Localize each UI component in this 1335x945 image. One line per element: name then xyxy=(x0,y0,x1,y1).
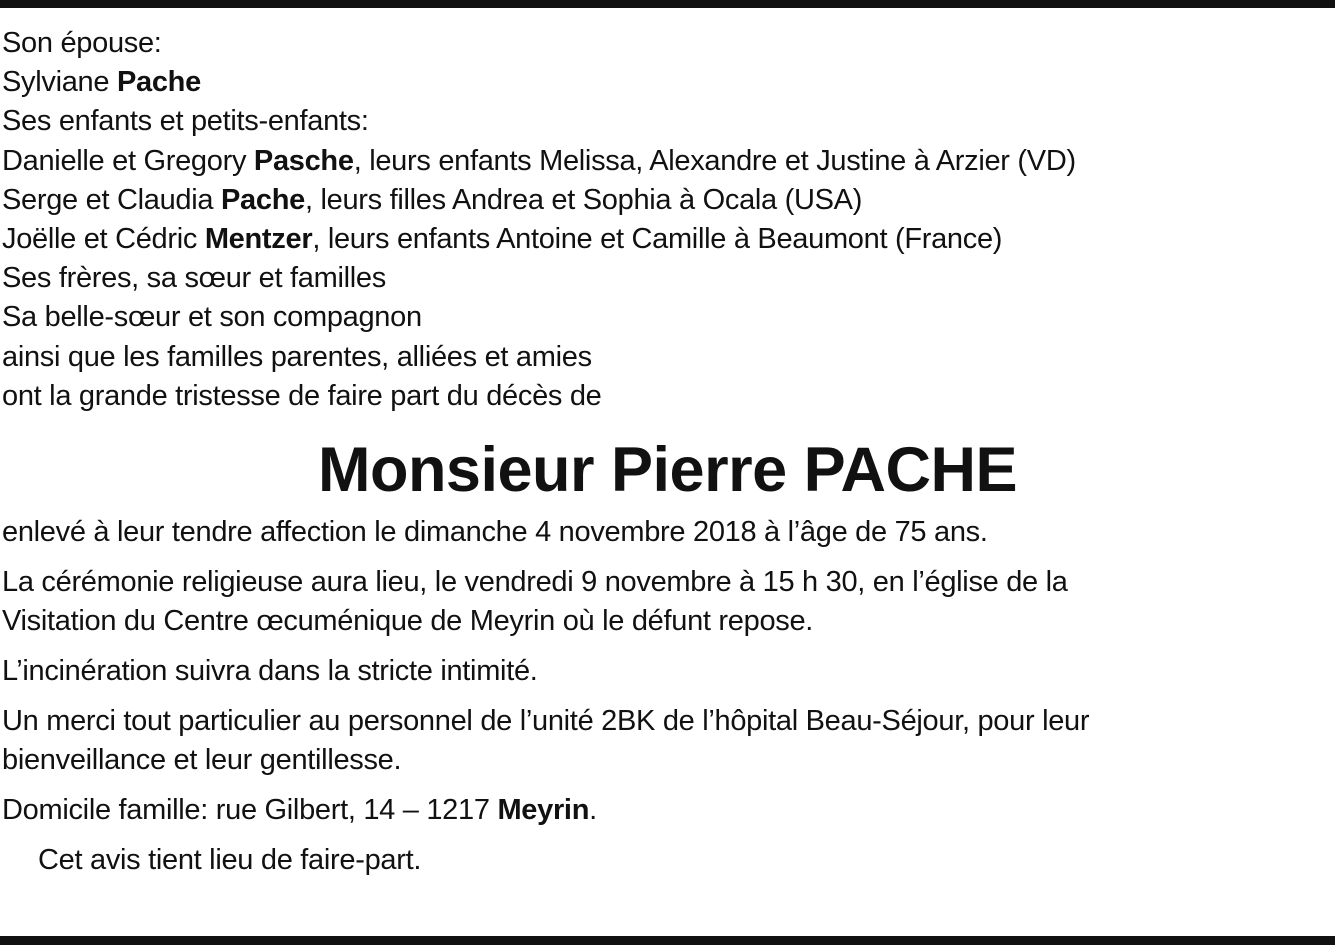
family-surname: Pasche xyxy=(253,144,354,177)
thanks-line: Un merci tout particulier au personnel de l’unité 2BK de l’hôpital Beau-Séjour, pour leur xyxy=(2,704,1090,737)
death-notice xyxy=(2,24,1333,880)
thanks-text xyxy=(2,702,1333,780)
family-text: ont la grande tristesse de faire part du décès de xyxy=(2,379,602,412)
domicile-end: . xyxy=(589,793,597,826)
domicile-address: Domicile famille: rue Gilbert, 14 – 1217 xyxy=(2,793,498,826)
thanks-line: bienveillance et leur gentillesse. xyxy=(2,743,402,776)
family-line xyxy=(2,63,1333,102)
cremation-text: L’incinération suivra dans la stricte intimité. xyxy=(2,654,538,687)
family-text: Son épouse: xyxy=(2,27,162,59)
ceremony-line: La cérémonie religieuse aura lieu, le vendredi 9 novembre à 15 h 30, en l’église de la xyxy=(2,565,1068,598)
deceased-name: Monsieur Pierre PACHE xyxy=(317,434,1018,505)
family-surname: Mentzer xyxy=(204,222,313,255)
family-line xyxy=(2,102,1333,141)
family-text: Ses frères, sa sœur et familles xyxy=(2,262,386,295)
family-text: ainsi que les familles parentes, alliées et amies xyxy=(2,340,592,373)
family-details: , leurs enfants Melissa, Alexandre et Justine à Arzier (VD) xyxy=(353,144,1076,177)
domicile-town: Meyrin xyxy=(497,793,590,826)
family-text: Danielle et Gregory xyxy=(2,144,254,177)
bottom-rule xyxy=(0,936,1335,945)
family-line xyxy=(2,142,1333,181)
family-text: Ses enfants et petits-enfants: xyxy=(2,105,369,138)
family-line xyxy=(2,24,1333,63)
family-line xyxy=(2,181,1333,220)
family-line xyxy=(2,220,1333,259)
top-rule xyxy=(0,0,1335,8)
family-line xyxy=(2,338,1333,377)
signoff-text: Cet avis tient lieu de faire-part. xyxy=(38,843,422,876)
family-details: , leurs enfants Antoine et Camille à Beaumont (France) xyxy=(312,222,1003,255)
family-text: Joëlle et Cédric xyxy=(2,222,205,255)
ceremony-line: Visitation du Centre œcuménique de Meyrin où le défunt repose. xyxy=(2,604,814,637)
family-surname: Pache xyxy=(221,183,305,216)
passing-text: enlevé à leur tendre affection le dimanche 4 novembre 2018 à l’âge de 75 ans. xyxy=(2,515,988,548)
family-text: Serge et Claudia xyxy=(2,183,221,216)
domicile-text xyxy=(2,791,1333,830)
ceremony-text xyxy=(2,563,1333,641)
family-list xyxy=(2,24,1333,416)
family-surname: Pache xyxy=(116,66,201,99)
family-details: , leurs filles Andrea et Sophia à Ocala (USA) xyxy=(304,183,863,216)
family-line xyxy=(2,377,1333,416)
family-line xyxy=(2,298,1333,337)
family-text: Sa belle-sœur et son compagnon xyxy=(2,301,422,334)
family-text: Sylviane xyxy=(2,66,117,99)
family-line xyxy=(2,259,1333,298)
